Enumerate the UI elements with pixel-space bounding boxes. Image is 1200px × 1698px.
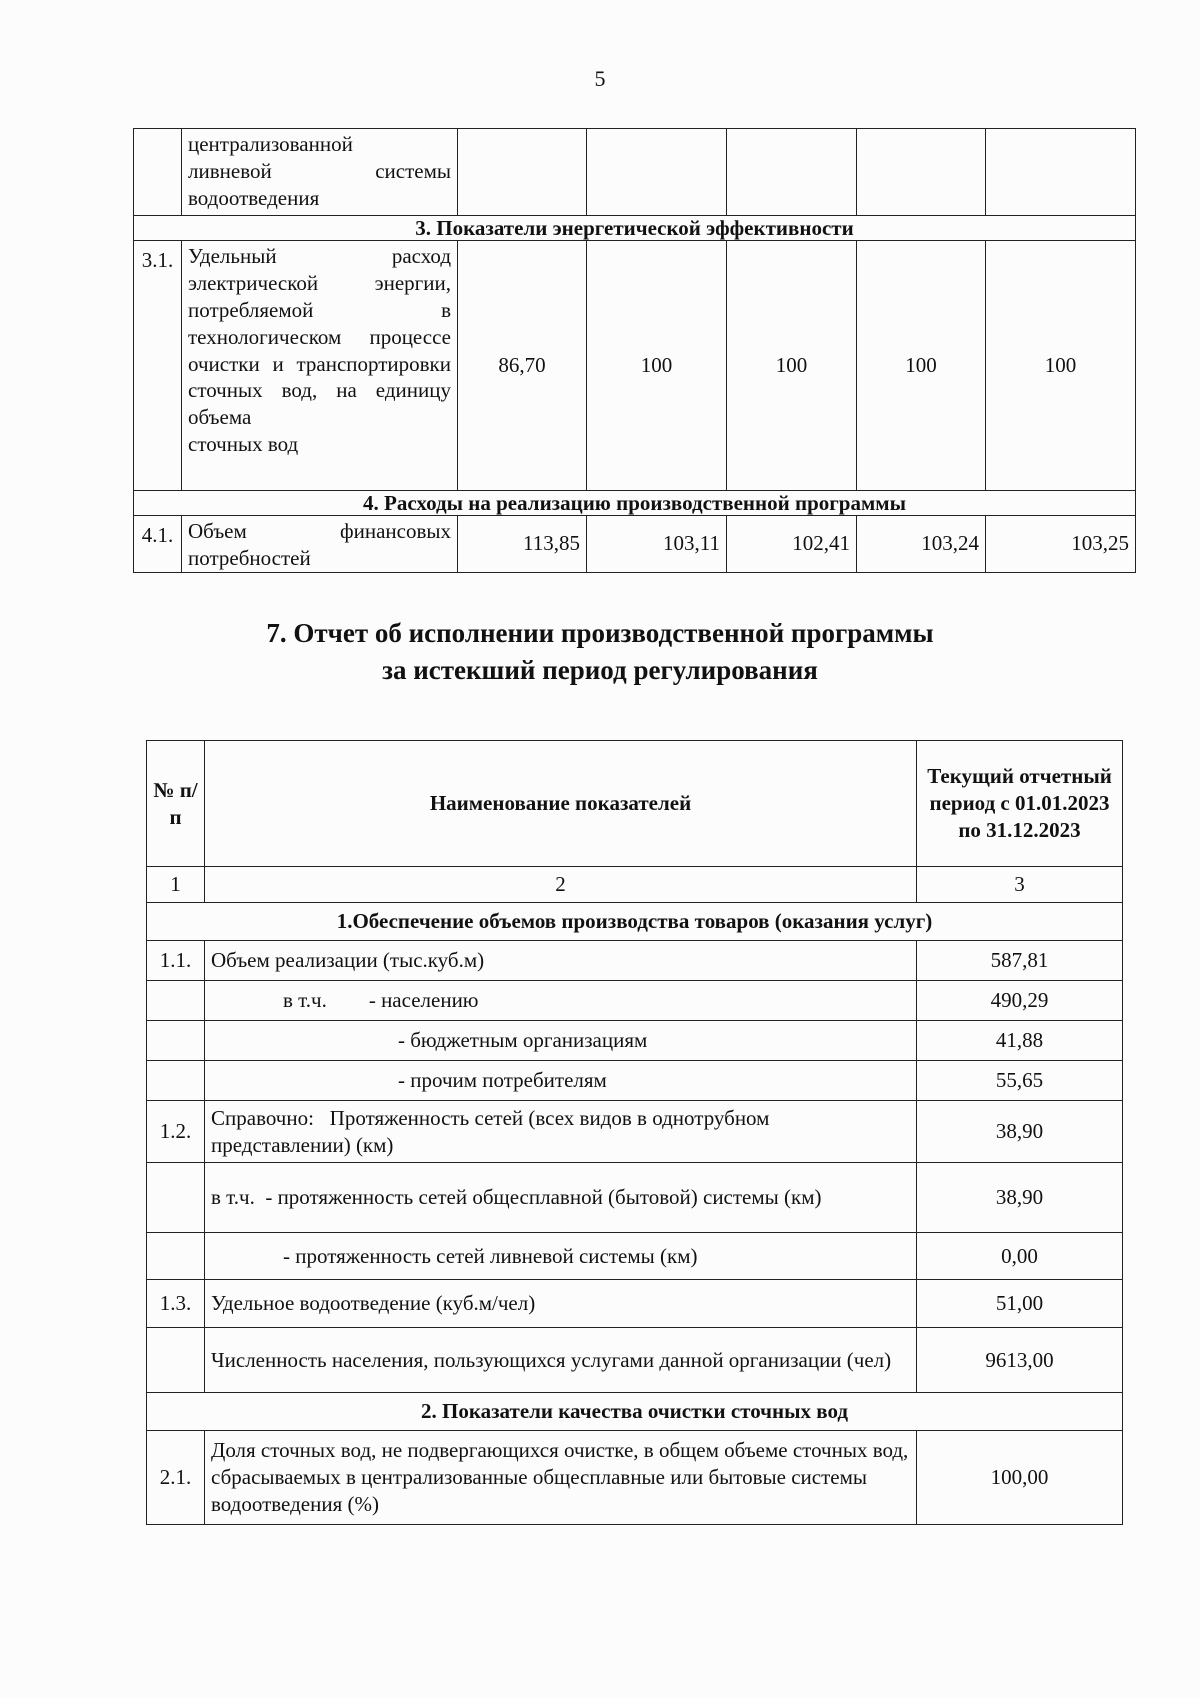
value-cell: 103,11 (587, 516, 727, 573)
indicator-name: централизованной ливневой системы водоотведения (182, 129, 458, 216)
table-row (147, 1233, 1123, 1280)
row-number (134, 129, 182, 216)
section-heading-subtitle: за истекший период регулирования (382, 655, 818, 685)
table-row (147, 1021, 1123, 1061)
section-title: 3. Показатели энергетической эффективности (134, 216, 1136, 241)
section-title: 1.Обеспечение объемов производства товаров (оказания услуг) (147, 903, 1123, 941)
value-cell: 100 (587, 241, 727, 491)
indicator-name: Удельное водоотведение (куб.м/чел) (205, 1280, 917, 1328)
indicator-name: Объем финансовых потребностей (182, 516, 458, 573)
header-number: № п/п (147, 741, 205, 867)
table-row (147, 1101, 1123, 1163)
value-cell: 0,00 (917, 1233, 1123, 1280)
value-cell: 86,70 (458, 241, 587, 491)
value-cell: 41,88 (917, 1021, 1123, 1061)
row-number: 2.1. (147, 1431, 205, 1525)
section-row (134, 491, 1136, 516)
value-cell: 102,41 (727, 516, 857, 573)
value-cell: 100 (727, 241, 857, 491)
row-number: 1.3. (147, 1280, 205, 1328)
row-number: 1.1. (147, 941, 205, 981)
table-row (134, 241, 1136, 491)
table-row (134, 516, 1136, 573)
indicator-name: - протяженность сетей ливневой системы (км) (205, 1233, 917, 1280)
value-cell: 38,90 (917, 1101, 1123, 1163)
section-title: 4. Расходы на реализацию производственной программы (134, 491, 1136, 516)
value-cell: 490,29 (917, 981, 1123, 1021)
performance-indicators-table (133, 128, 1136, 573)
section-row (147, 903, 1123, 941)
indicator-name: Доля сточных вод, не подвергающихся очистке, в общем объеме сточных вод, сбрасываемых в централизованные общесплавные или бытовые системы водоотведения (%) (205, 1431, 917, 1525)
table-row (147, 1061, 1123, 1101)
header-period: Текущий отчетный период с 01.01.2023 по 31.12.2023 (917, 741, 1123, 867)
value-cell: 55,65 (917, 1061, 1123, 1101)
section-heading: 7. Отчет об исполнении производственной программы (266, 618, 934, 648)
section-title: 2. Показатели качества очистки сточных вод (147, 1393, 1123, 1431)
section-row (134, 216, 1136, 241)
value-cell: 587,81 (917, 941, 1123, 981)
value-cell: 9613,00 (917, 1328, 1123, 1393)
row-number: 3.1. (134, 241, 182, 491)
table-row (147, 1163, 1123, 1233)
indicator-name: Справочно: Протяженность сетей (всех видов в однотрубном представлении) (км) (205, 1101, 917, 1163)
row-number: 1.2. (147, 1101, 205, 1163)
indicator-name: - бюджетным организациям (205, 1021, 917, 1061)
column-number-row: 1 2 3 (147, 867, 1123, 903)
indicator-name: - прочим потребителям (205, 1061, 917, 1101)
page-number: 5 (594, 66, 606, 91)
value-cell: 103,25 (986, 516, 1136, 573)
program-report-table (146, 740, 1123, 1525)
table-row (147, 981, 1123, 1021)
value-cell: 100,00 (917, 1431, 1123, 1525)
value-cell: 100 (857, 241, 986, 491)
row-number: 4.1. (134, 516, 182, 573)
indicator-name: в т.ч. - протяженность сетей общесплавной (бытовой) системы (км) (205, 1163, 917, 1233)
value-cell: 100 (986, 241, 1136, 491)
indicator-name: Численность населения, пользующихся услугами данной организации (чел) (205, 1328, 917, 1393)
table-row (147, 1328, 1123, 1393)
value-cell: 51,00 (917, 1280, 1123, 1328)
indicator-name: в т.ч. - населению (205, 981, 917, 1021)
indicator-name: Объем реализации (тыс.куб.м) (205, 941, 917, 981)
header-row (147, 741, 1123, 867)
table-row (134, 129, 1136, 216)
header-indicator-name: Наименование показателей (205, 741, 917, 867)
section-row (147, 1393, 1123, 1431)
value-cell: 113,85 (458, 516, 587, 573)
indicator-name: Удельный расход электрической энергии, потребляемой в технологическом процессе очистки и транспортировки сточных вод, на единицу объема сточных вод (182, 241, 458, 491)
table-row (147, 1280, 1123, 1328)
table-row (147, 941, 1123, 981)
value-cell: 103,24 (857, 516, 986, 573)
value-cell: 38,90 (917, 1163, 1123, 1233)
table-row (147, 1431, 1123, 1525)
